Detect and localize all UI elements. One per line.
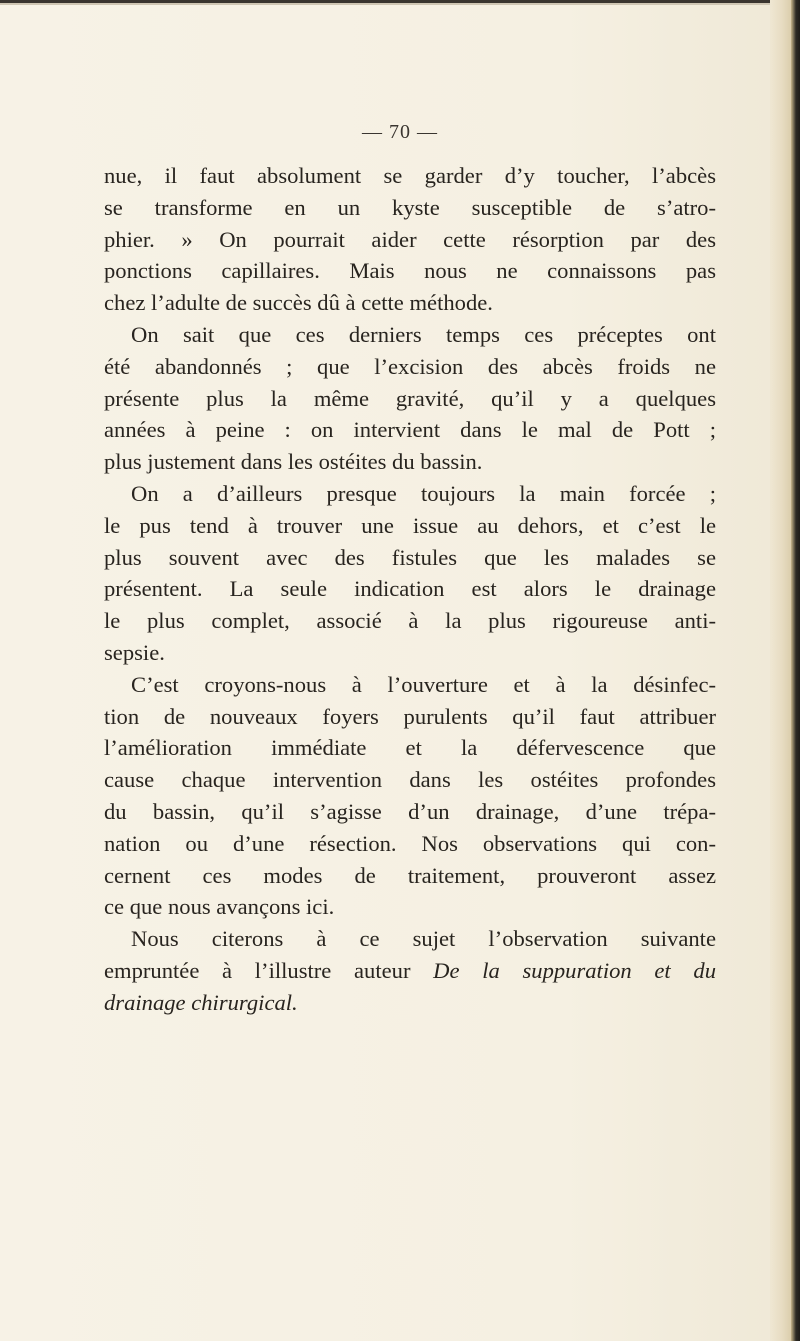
page-edge-shadow [791,0,800,1341]
text-line: ponctions capillaires. Mais nous ne connaissons pas [104,258,716,284]
text-line: plus justement dans les ostéites du bassin. [104,449,483,475]
text-line: du bassin, qu’il s’agisse d’un drainage, d’une trépa- [104,798,716,824]
text-line: phier. » On pourrait aider cette résorption par des [104,226,716,252]
text-line: tion de nouveaux foyers purulents qu’il faut attribuer [104,703,716,729]
text-line: présentent. La seule indication est alors le drainage [104,576,716,602]
book-title-italic: drainage chirurgical. [104,989,298,1015]
page-number: — 70 — [362,121,438,143]
text-line: nation ou d’une résection. Nos observations qui con- [104,830,716,856]
text-line: le pus tend à trouver une issue au dehors, et c’est le [104,512,716,538]
text-line: le plus complet, associé à la plus rigoureuse anti- [104,608,716,634]
text-line: l’amélioration immédiate et la défervescence que [104,735,716,761]
text-line: cause chaque intervention dans les ostéites profondes [104,767,716,793]
body-text [104,160,716,1019]
text-line: sepsie. [104,639,165,665]
paragraph-start: Nous citerons à ce sujet l’observation suivante [131,926,716,952]
text-line [104,955,716,987]
book-title-italic: De la suppuration et du [433,957,716,983]
text-line: nue, il faut absolument se garder d’y toucher, l’abcès [104,163,716,188]
text-line: plus souvent avec des fistules que les malades se [104,544,716,570]
text-line: chez l’adulte de succès dû à cette méthode. [104,290,493,316]
top-rule-shadow [0,3,800,5]
text-line: cernent ces modes de traitement, prouveront assez [104,862,716,888]
text-line: années à peine : on intervient dans le mal de Pott ; [104,417,716,443]
text-line: se transforme en un kyste susceptible de s’atro- [104,194,716,220]
paragraph-start: On a d’ailleurs presque toujours la main forcée ; [131,480,716,506]
paragraph-start: On sait que ces derniers temps ces préceptes ont [131,321,716,347]
text-line: été abandonnés ; que l’excision des abcès froids ne [104,353,716,379]
text-line: ce que nous avançons ici. [104,894,335,920]
text-roman: empruntée à l’illustre auteur [104,957,411,983]
text-line: présente plus la même gravité, qu’il y a quelques [104,385,716,411]
paragraph-start: C’est croyons-nous à l’ouverture et à la désinfec- [131,671,716,697]
